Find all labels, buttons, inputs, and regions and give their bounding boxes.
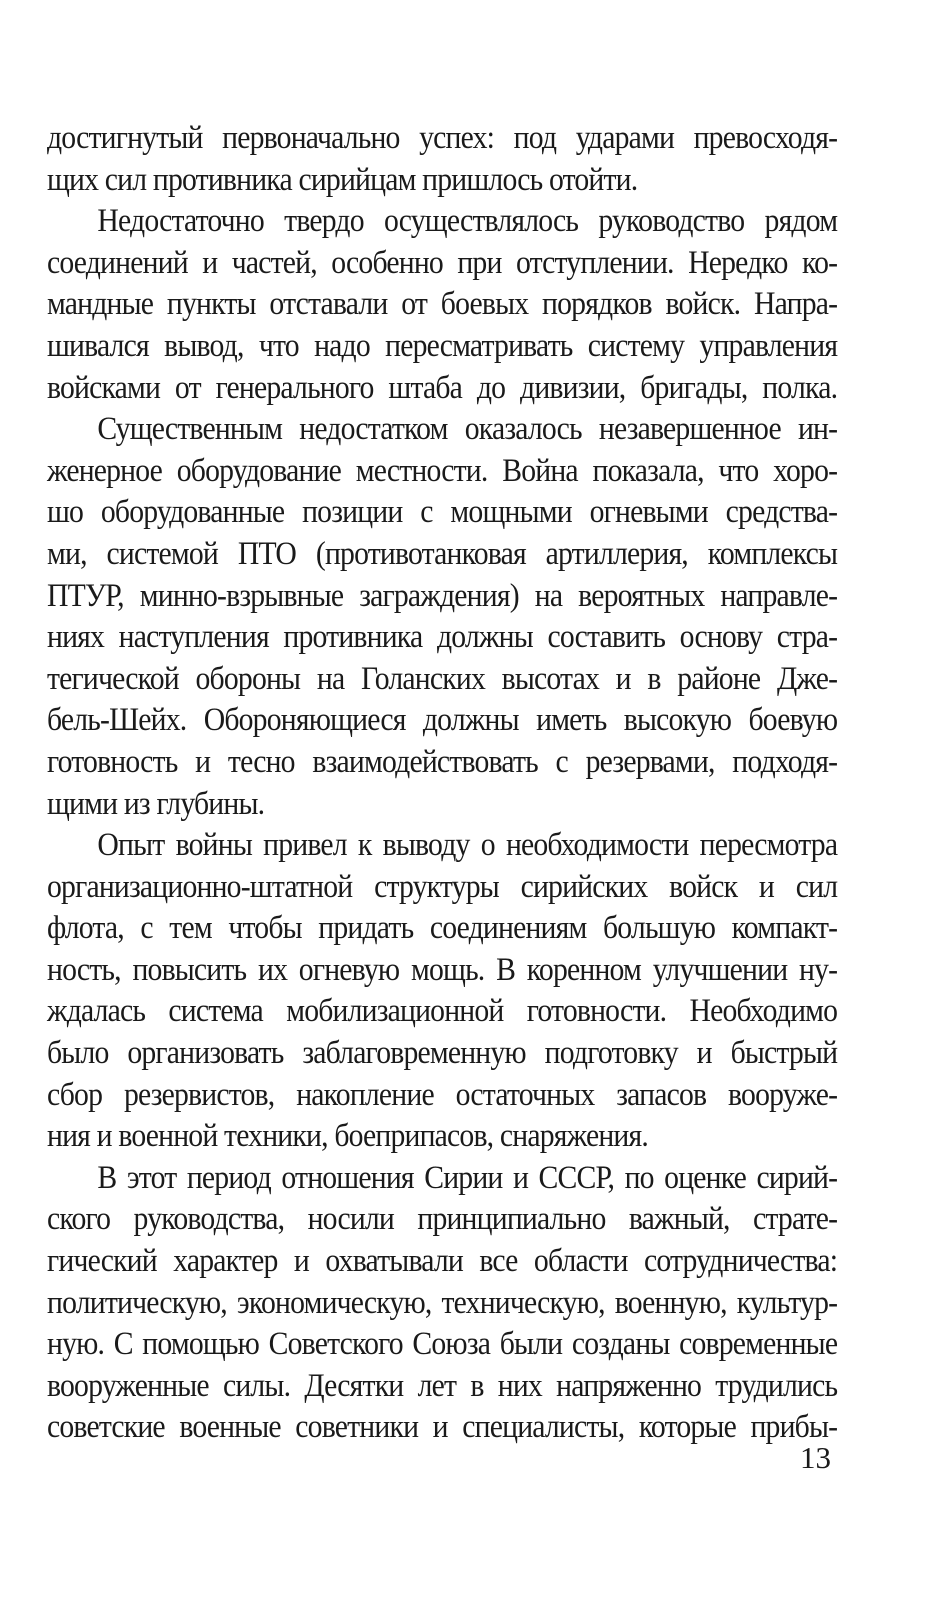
text-line: Опыт войны привел к выводу о необходимости пересмотра — [97, 827, 838, 864]
text-line: ПТУР, минно-взрывные заграждения) на вероятных направле- — [47, 577, 838, 614]
text-line: ниях наступления противника должны составить основу стра- — [47, 619, 838, 656]
text-line: политическую, экономическую, техническую, военную, культур- — [47, 1284, 838, 1321]
text-line: ность, повысить их огневую мощь. В коренном улучшении ну- — [47, 951, 838, 988]
text-line: войсками от генерального штаба до дивизии, бригады, полка. — [47, 369, 838, 406]
text-line: сбор резервистов, накопление остаточных запасов вооруже- — [47, 1076, 838, 1113]
text-line: шо оборудованные позиции с мощными огневыми средства- — [47, 494, 838, 531]
text-line: готовность и тесно взаимодействовать с резервами, подходя- — [47, 743, 838, 780]
text-line: Недостаточно твердо осуществлялось руководство рядом — [97, 203, 838, 240]
paragraph — [47, 825, 837, 1158]
text-line: достигнутый первоначально успех: под ударами превосходя- — [47, 120, 838, 156]
text-line: тегической обороны на Голанских высотах и в районе Дже- — [47, 660, 838, 697]
text-line: организационно-штатной структуры сирийских войск и сил — [47, 868, 838, 905]
text-line: ского руководства, носили принципиально важный, страте- — [47, 1201, 838, 1238]
text-line: щими из глубины. — [47, 785, 265, 822]
text-line: ния и военной техники, боеприпасов, снаряжения. — [47, 1118, 648, 1155]
paragraph — [47, 409, 837, 825]
text-line: шивался вывод, что надо пересматривать систему управления — [47, 327, 838, 364]
text-line: мандные пункты отставали от боевых порядков войск. Напра- — [47, 286, 838, 323]
text-line: флота, с тем чтобы придать соединениям большую компакт- — [47, 910, 838, 947]
text-line: гический характер и охватывали все области сотрудничества: — [47, 1243, 838, 1280]
text-line: ждалась система мобилизационной готовности. Необходимо — [47, 993, 838, 1030]
text-line: вооруженные силы. Десятки лет в них напряженно трудились — [47, 1367, 838, 1404]
text-line: советские военные советники и специалисты, которые прибы- — [47, 1409, 838, 1446]
paragraph — [47, 1158, 837, 1449]
text-line: щих сил противника сирийцам пришлось отойти. — [47, 161, 638, 198]
text-line: соединений и частей, особенно при отступлении. Нередко ко- — [47, 244, 838, 281]
paragraph — [47, 118, 837, 201]
text-line: В этот период отношения Сирии и СССР, по оценке сирий- — [97, 1159, 838, 1196]
text-line: ную. С помощью Советского Союза были созданы современные — [47, 1326, 838, 1363]
text-line: ми, системой ПТО (противотанковая артиллерия, комплексы — [47, 535, 838, 572]
page-body — [47, 118, 837, 1449]
paragraph — [47, 201, 837, 409]
text-line: бель-Шейх. Обороняющиеся должны иметь высокую боевую — [47, 702, 838, 739]
page-number: 13 — [800, 1440, 831, 1475]
text-line: женерное оборудование местности. Война показала, что хоро- — [47, 452, 838, 489]
text-line: было организовать заблаговременную подготовку и быстрый — [47, 1035, 838, 1072]
text-line: Существенным недостатком оказалось незавершенное ин- — [97, 411, 838, 448]
